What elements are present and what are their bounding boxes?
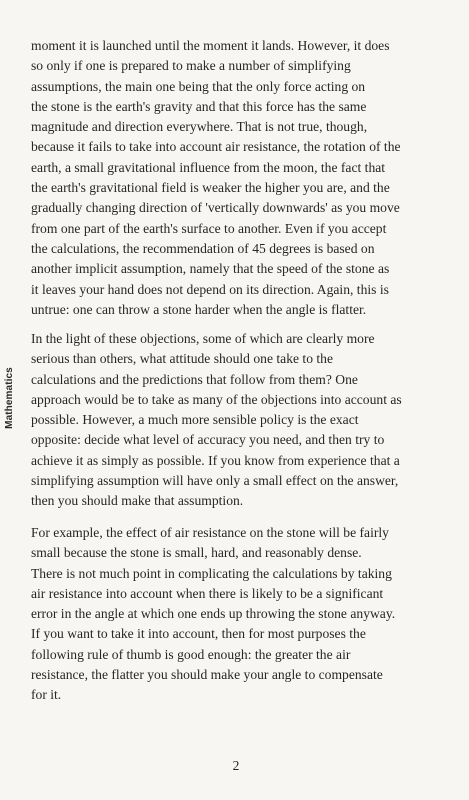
text-line: achieve it as simply as possible. If you know from experience that a [31, 452, 400, 468]
page-number: 2 [232, 758, 240, 773]
text-line: possible. However, a much more sensible policy is the exact [31, 412, 359, 428]
text-line: following rule of thumb is good enough: the greater the air [31, 646, 351, 662]
text-line: resistance, the flatter you should make your angle to compensate [31, 667, 383, 683]
text-line: gradually changing direction of 'vertically downwards' as you move [31, 200, 400, 216]
text-line: the stone is the earth's gravity and that this force has the same [31, 98, 367, 114]
text-line: because it fails to take into account air resistance, the rotation of the [31, 139, 401, 155]
text-line: In the light of these objections, some of which are clearly more [31, 331, 375, 346]
text-line: assumptions, the main one being that the only force acting on [31, 78, 366, 94]
text-line: the calculations, the recommendation of 45 degrees is based on [31, 240, 375, 256]
text-line: for it. [31, 687, 62, 703]
text-line: another implicit assumption, namely that the speed of the stone as [31, 261, 390, 277]
text-line: calculations and the predictions that follow from them? One [31, 371, 358, 387]
text-line: There is not much point in complicating the calculations by taking [31, 565, 392, 581]
text-line: For example, the effect of air resistance on the stone will be fairly [31, 525, 389, 540]
section-side-label: Mathematics [4, 367, 15, 429]
text-line: If you want to take it into account, then for most purposes the [31, 626, 366, 642]
text-line: simplifying assumption will have only a small effect on the answer, [31, 473, 399, 489]
text-line: error in the angle at which one ends up throwing the stone anyway. [31, 606, 396, 622]
text-line: the earth's gravitational field is weaker the higher you are, and the [31, 180, 390, 196]
text-line: untrue: one can throw a stone harder when the angle is flatter. [31, 301, 367, 317]
text-line: moment it is launched until the moment it lands. However, it does [31, 38, 390, 53]
text-line: small because the stone is small, hard, and reasonably dense. [31, 545, 362, 561]
text-line: then you should make that assumption. [31, 493, 244, 509]
text-line: magnitude and direction everywhere. That is not true, though, [31, 119, 368, 135]
text-line: opposite: decide what level of accuracy you need, and then try to [31, 432, 385, 448]
text-line: air resistance into account when there is likely to be a significant [31, 585, 384, 601]
text-line: approach would be to take as many of the objections into account as [31, 391, 402, 407]
text-line: it leaves your hand does not depend on its direction. Again, this is [31, 281, 389, 297]
text-line: earth, a small gravitational influence from the moon, the fact that [31, 159, 386, 175]
text-line: serious than others, what attitude should one take to the [31, 351, 334, 367]
paragraph-2 [31, 329, 443, 512]
text-line: so only if one is prepared to make a number of simplifying [31, 58, 351, 74]
text-line: from one part of the earth's surface to another. Even if you accept [31, 220, 387, 236]
paragraph-1 [31, 36, 443, 320]
paragraph-3 [31, 523, 443, 706]
